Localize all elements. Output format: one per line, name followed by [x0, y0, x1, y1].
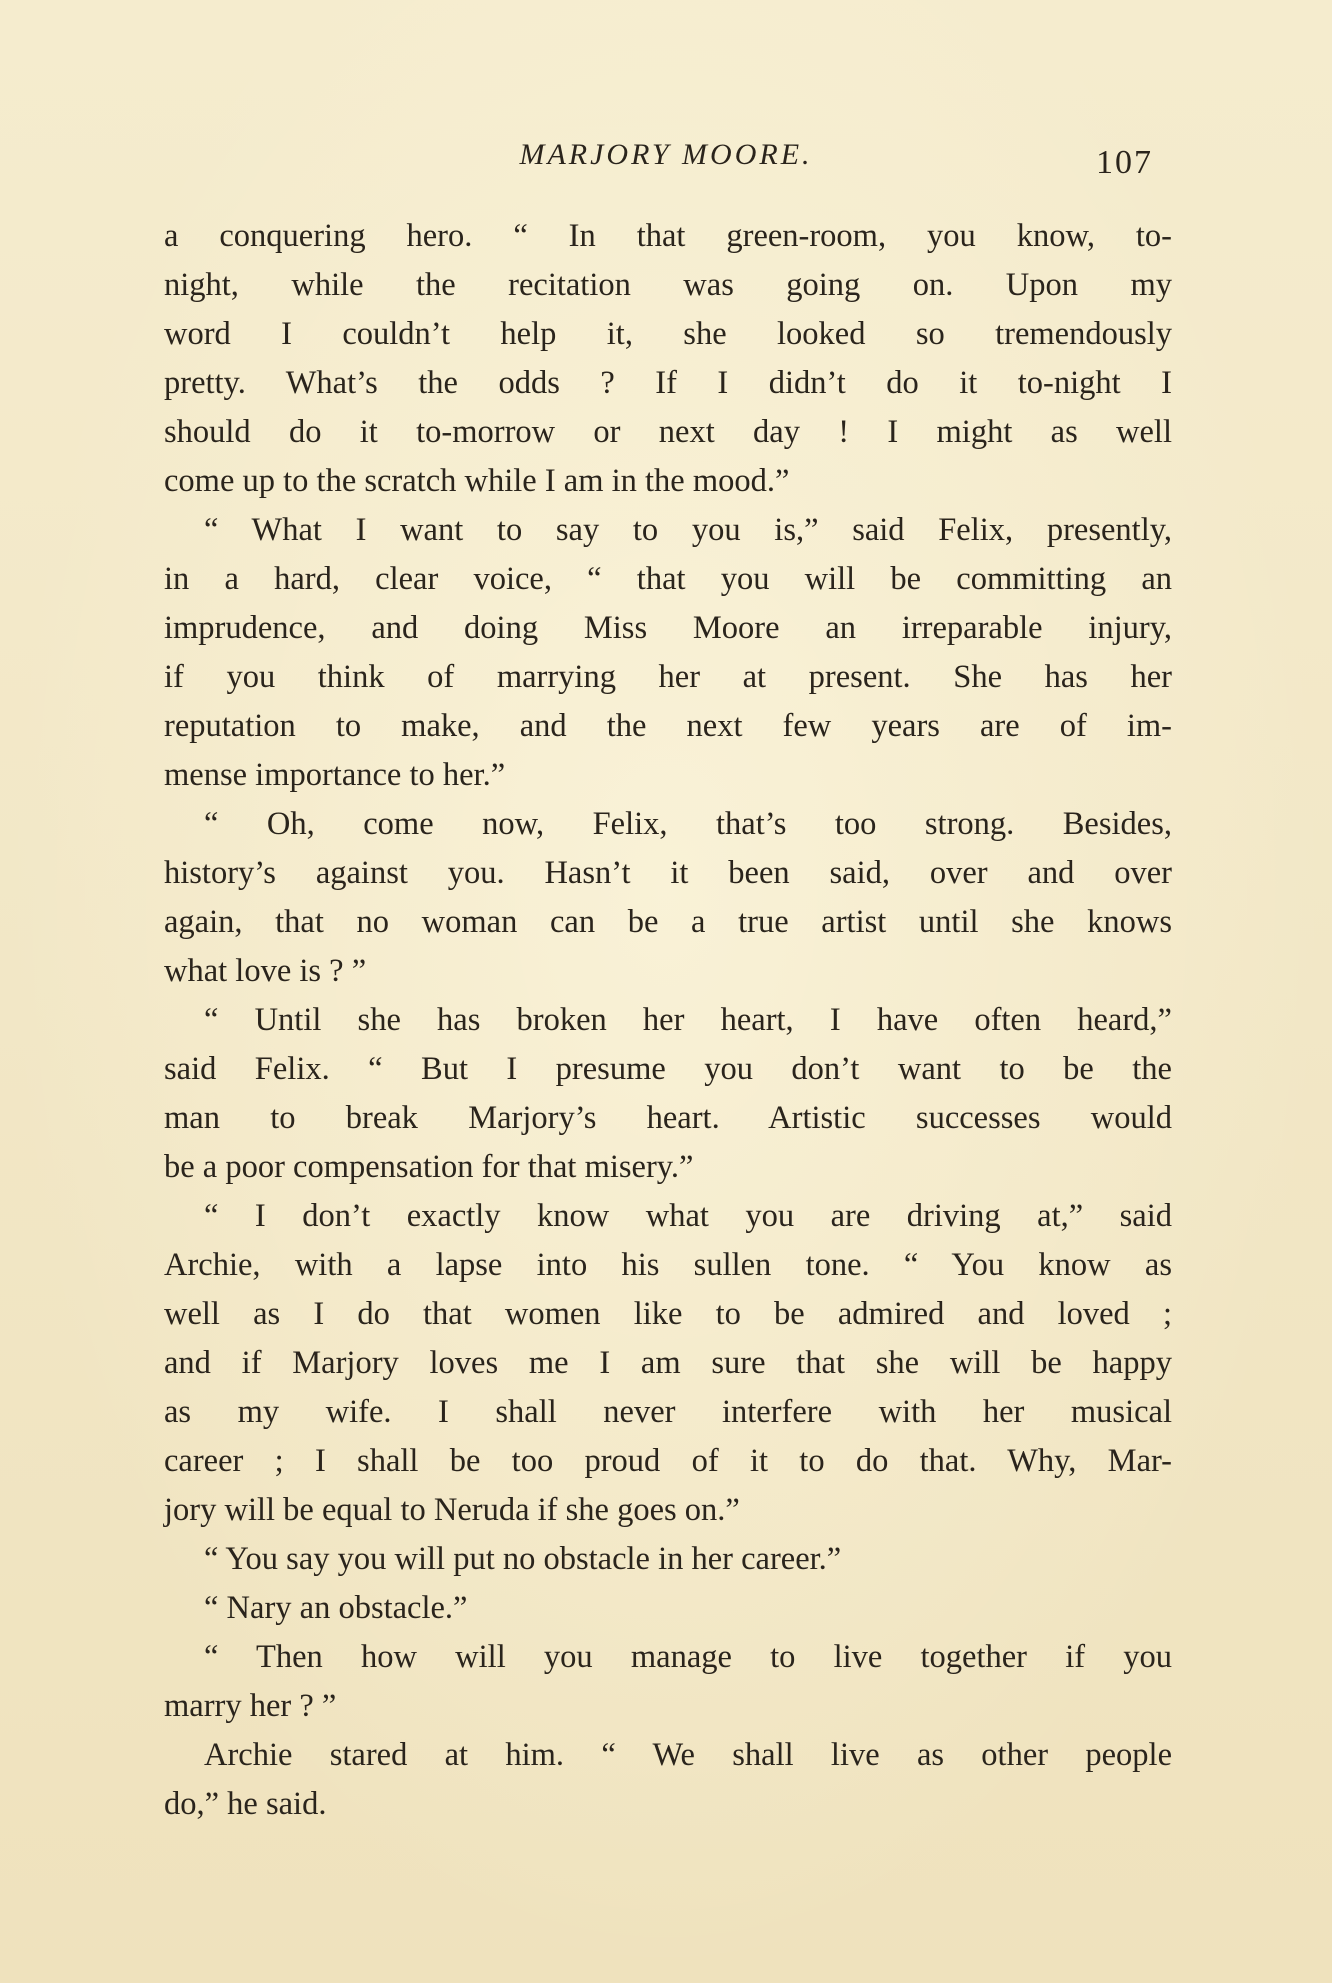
text-line: mense importance to her.” — [164, 757, 506, 793]
text-line: “ Nary an obstacle.” — [204, 1590, 468, 1626]
text-line: come up to the scratch while I am in the mood.” — [164, 463, 790, 499]
running-head: MARJORY MOORE. — [519, 138, 813, 171]
text-line: again, that no woman can be a true artist until she knows — [164, 904, 1172, 940]
text-line: do,” he said. — [164, 1786, 327, 1822]
text-line: what love is ? ” — [164, 953, 367, 989]
text-line: “ You say you will put no obstacle in her career.” — [204, 1541, 842, 1577]
text-line: career ; I shall be too proud of it to do that. Why, Mar- — [164, 1443, 1172, 1479]
text-line: said Felix. “ But I presume you don’t want to be the — [164, 1051, 1172, 1087]
text-line: pretty. What’s the odds ? If I didn’t do it to-night I — [164, 365, 1172, 401]
text-line: be a poor compensation for that misery.” — [164, 1149, 694, 1185]
text-line: word I couldn’t help it, she looked so tremendously — [164, 316, 1172, 352]
text-line: in a hard, clear voice, “ that you will be committing an — [164, 561, 1172, 597]
body-text — [164, 212, 1172, 1829]
text-line: “ Until she has broken her heart, I have often heard,” — [204, 1002, 1172, 1038]
text-line: “ What I want to say to you is,” said Felix, presently, — [204, 512, 1172, 548]
text-line: marry her ? ” — [164, 1688, 337, 1724]
text-line: history’s against you. Hasn’t it been said, over and over — [164, 855, 1172, 891]
text-line: if you think of marrying her at present. She has her — [164, 659, 1172, 695]
text-line: Archie stared at him. “ We shall live as other people — [204, 1737, 1172, 1773]
text-line: Archie, with a lapse into his sullen tone. “ You know as — [164, 1247, 1172, 1283]
text-line: “ Oh, come now, Felix, that’s too strong. Besides, — [204, 806, 1172, 842]
text-line: a conquering hero. “ In that green-room, you know, to- — [164, 218, 1172, 254]
text-line: jory will be equal to Neruda if she goes on.” — [164, 1492, 740, 1528]
text-line: imprudence, and doing Miss Moore an irreparable injury, — [164, 610, 1172, 646]
text-line: should do it to-morrow or next day ! I might as well — [164, 414, 1172, 450]
text-line: reputation to make, and the next few years are of im- — [164, 708, 1172, 744]
text-line: as my wife. I shall never interfere with her musical — [164, 1394, 1172, 1430]
text-line: “ Then how will you manage to live together if you — [204, 1639, 1172, 1675]
text-line: night, while the recitation was going on. Upon my — [164, 267, 1172, 303]
text-line: well as I do that women like to be admired and loved ; — [164, 1296, 1172, 1332]
text-line: man to break Marjory’s heart. Artistic successes would — [164, 1100, 1172, 1136]
text-line: and if Marjory loves me I am sure that she will be happy — [164, 1345, 1172, 1381]
page-number: 107 — [1096, 144, 1153, 181]
text-line: “ I don’t exactly know what you are driving at,” said — [204, 1198, 1172, 1234]
